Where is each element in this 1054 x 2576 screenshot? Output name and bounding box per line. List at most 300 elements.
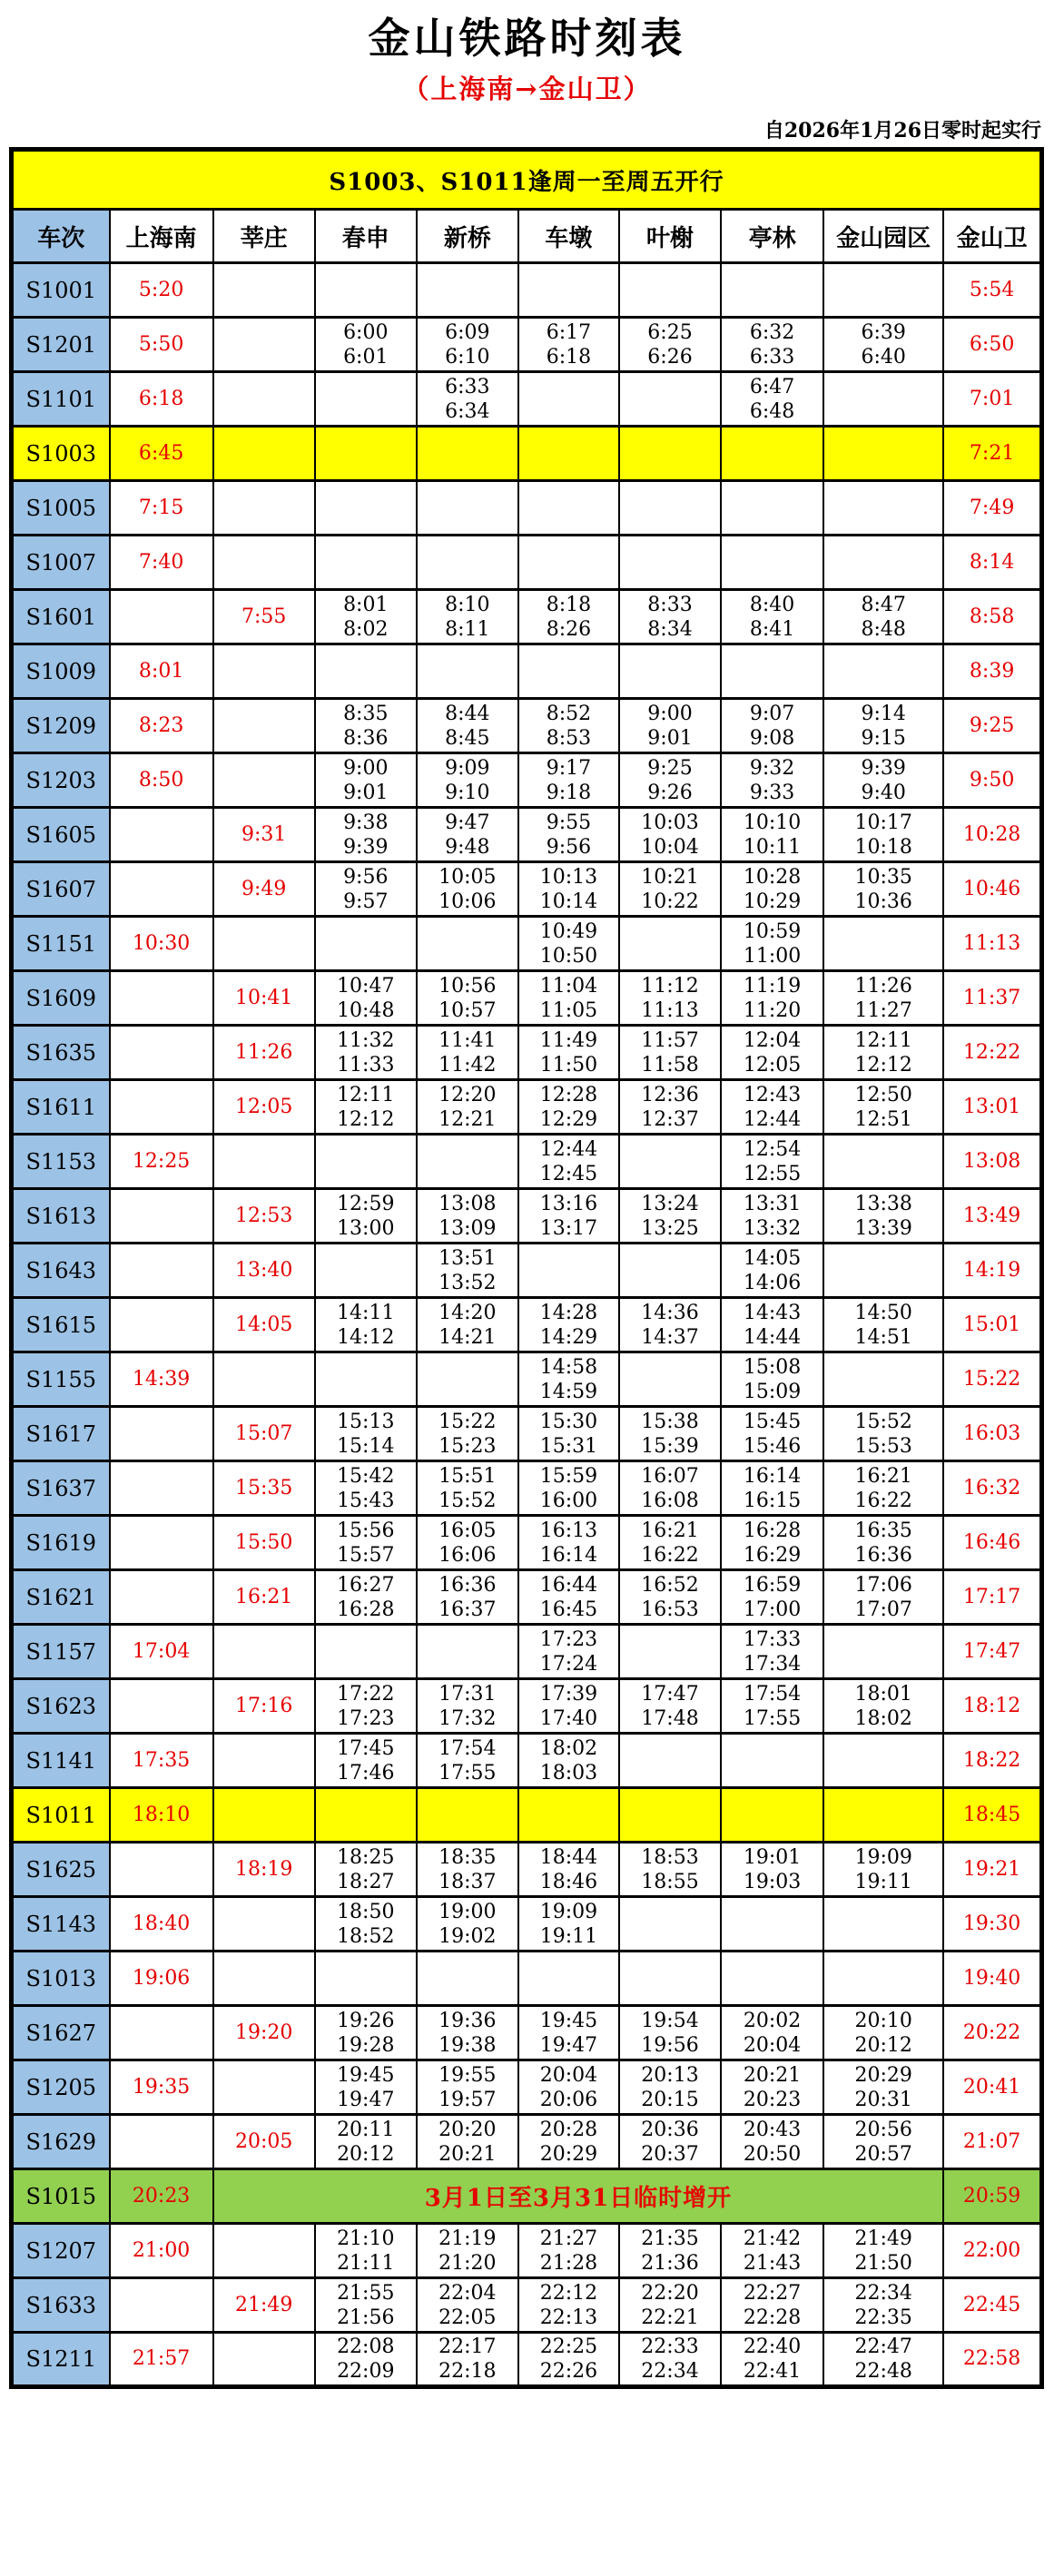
table-row-S1201 <box>12 318 1042 372</box>
time-cell: 11:12 11:13 <box>619 971 721 1026</box>
time-cell <box>823 1734 943 1788</box>
table-row-S1205 <box>12 2060 1042 2115</box>
time-cell <box>721 536 823 590</box>
time-cell <box>213 481 315 536</box>
time-cell: 6:39 6:40 <box>823 318 943 372</box>
time-cell <box>721 481 823 536</box>
time-cell: 6:00 6:01 <box>315 318 417 372</box>
time-cell <box>518 427 619 481</box>
time-cell: 20:23 <box>110 2169 213 2224</box>
time-cell <box>110 1080 213 1135</box>
timetable <box>9 147 1044 2389</box>
train-number-cell: S1643 <box>12 1244 110 1298</box>
time-cell: 21:55 21:56 <box>315 2278 417 2333</box>
time-cell: 7:49 <box>943 481 1041 536</box>
time-cell: 11:57 11:58 <box>619 1026 721 1080</box>
column-header-7: 亭林 <box>721 210 823 263</box>
time-cell <box>619 1897 721 1952</box>
time-cell: 20:05 <box>213 2115 315 2169</box>
time-cell: 13:08 <box>943 1135 1041 1189</box>
time-cell: 8:35 8:36 <box>315 699 417 753</box>
time-cell <box>619 1734 721 1788</box>
time-cell <box>213 699 315 753</box>
time-cell <box>721 427 823 481</box>
table-row-S1007 <box>12 536 1042 590</box>
time-cell <box>619 1135 721 1189</box>
time-cell: 13:01 <box>943 1080 1041 1135</box>
time-cell <box>110 2006 213 2060</box>
time-cell: 12:59 13:00 <box>315 1189 417 1244</box>
time-cell: 16:32 <box>943 1461 1041 1516</box>
time-cell: 20:28 20:29 <box>518 2115 619 2169</box>
time-cell: 14:58 14:59 <box>518 1352 619 1407</box>
time-cell: 8:47 8:48 <box>823 590 943 644</box>
time-cell: 12:25 <box>110 1135 213 1189</box>
time-cell: 8:18 8:26 <box>518 590 619 644</box>
time-cell <box>823 372 943 427</box>
time-cell: 18:12 <box>943 1679 1041 1734</box>
time-cell <box>823 1788 943 1843</box>
table-row-S1627 <box>12 2006 1042 2060</box>
time-cell: 5:20 <box>110 263 213 318</box>
time-cell: 12:04 12:05 <box>721 1026 823 1080</box>
time-cell: 9:39 9:40 <box>823 753 943 808</box>
table-row-S1621 <box>12 1570 1042 1625</box>
column-header-8: 金山园区 <box>823 210 943 263</box>
time-cell: 20:43 20:50 <box>721 2115 823 2169</box>
time-cell: 22:47 22:48 <box>823 2333 943 2387</box>
column-header-1: 上海南 <box>110 210 213 263</box>
time-cell: 19:00 19:02 <box>417 1897 518 1952</box>
time-cell: 10:59 11:00 <box>721 917 823 971</box>
time-cell <box>721 1952 823 2006</box>
time-cell <box>213 2060 315 2115</box>
time-cell <box>213 1734 315 1788</box>
column-header-9: 金山卫 <box>943 210 1041 263</box>
time-cell: 16:52 16:53 <box>619 1570 721 1625</box>
time-cell: 15:59 16:00 <box>518 1461 619 1516</box>
time-cell: 19:54 19:56 <box>619 2006 721 2060</box>
time-cell <box>619 372 721 427</box>
time-cell <box>619 917 721 971</box>
time-cell: 10:10 10:11 <box>721 808 823 862</box>
time-cell: 9:17 9:18 <box>518 753 619 808</box>
table-row-S1633 <box>12 2278 1042 2333</box>
time-cell: 10:21 10:22 <box>619 862 721 917</box>
time-cell <box>721 1788 823 1843</box>
time-cell: 12:50 12:51 <box>823 1080 943 1135</box>
train-number-cell: S1609 <box>12 971 110 1026</box>
time-cell <box>213 1788 315 1843</box>
time-cell: 5:54 <box>943 263 1041 318</box>
train-number-cell: S1607 <box>12 862 110 917</box>
time-cell <box>213 917 315 971</box>
time-cell: 16:36 16:37 <box>417 1570 518 1625</box>
time-cell <box>619 263 721 318</box>
time-cell: 7:15 <box>110 481 213 536</box>
time-cell: 11:37 <box>943 971 1041 1026</box>
time-cell <box>315 1135 417 1189</box>
train-number-cell: S1623 <box>12 1679 110 1734</box>
time-cell <box>213 2224 315 2278</box>
time-cell: 22:27 22:28 <box>721 2278 823 2333</box>
time-cell: 8:10 8:11 <box>417 590 518 644</box>
time-cell: 20:02 20:04 <box>721 2006 823 2060</box>
time-cell <box>619 1352 721 1407</box>
time-cell: 10:03 10:04 <box>619 808 721 862</box>
time-cell <box>721 263 823 318</box>
train-number-cell: S1011 <box>12 1788 110 1843</box>
time-cell: 19:30 <box>943 1897 1041 1952</box>
time-cell: 19:55 19:57 <box>417 2060 518 2115</box>
time-cell <box>213 318 315 372</box>
time-cell <box>110 1516 213 1570</box>
time-cell <box>213 2333 315 2387</box>
time-cell: 16:07 16:08 <box>619 1461 721 1516</box>
train-number-cell: S1005 <box>12 481 110 536</box>
time-cell: 13:51 13:52 <box>417 1244 518 1298</box>
time-cell: 12:20 12:21 <box>417 1080 518 1135</box>
time-cell: 11:19 11:20 <box>721 971 823 1026</box>
time-cell: 15:52 15:53 <box>823 1407 943 1461</box>
time-cell: 17:33 17:34 <box>721 1625 823 1679</box>
table-row-S1013 <box>12 1952 1042 2006</box>
table-row-S1623 <box>12 1679 1042 1734</box>
train-number-cell: S1613 <box>12 1189 110 1244</box>
table-row-S1609 <box>12 971 1042 1026</box>
time-cell: 19:36 19:38 <box>417 2006 518 2060</box>
time-cell: 16:21 <box>213 1570 315 1625</box>
time-cell: 18:19 <box>213 1843 315 1897</box>
effective-date-note: 自2026年1月26日零时起实行 <box>763 119 1041 143</box>
time-cell: 15:01 <box>943 1298 1041 1352</box>
time-cell: 16:21 16:22 <box>823 1461 943 1516</box>
time-cell <box>213 753 315 808</box>
time-cell <box>315 372 417 427</box>
time-cell <box>110 1026 213 1080</box>
banner-text: S1003、S1011逢周一至周五开行 <box>12 150 1042 210</box>
time-cell: 18:53 18:55 <box>619 1843 721 1897</box>
table-row-S1207 <box>12 2224 1042 2278</box>
time-cell: 21:10 21:11 <box>315 2224 417 2278</box>
time-cell: 20:10 20:12 <box>823 2006 943 2060</box>
page-title: 金山铁路时刻表 <box>368 14 686 63</box>
time-cell <box>619 481 721 536</box>
time-cell: 12:22 <box>943 1026 1041 1080</box>
time-cell: 9:32 9:33 <box>721 753 823 808</box>
time-cell: 9:38 9:39 <box>315 808 417 862</box>
time-cell <box>823 1897 943 1952</box>
table-row-S1143 <box>12 1897 1042 1952</box>
time-cell: 20:29 20:31 <box>823 2060 943 2115</box>
time-cell <box>315 1625 417 1679</box>
time-cell <box>619 1952 721 2006</box>
time-cell: 16:28 16:29 <box>721 1516 823 1570</box>
time-cell <box>110 1244 213 1298</box>
time-cell <box>823 263 943 318</box>
time-cell: 6:50 <box>943 318 1041 372</box>
time-cell: 17:04 <box>110 1625 213 1679</box>
table-row-S1009 <box>12 644 1042 699</box>
train-number-cell: S1629 <box>12 2115 110 2169</box>
time-cell: 20:21 20:23 <box>721 2060 823 2115</box>
time-cell: 16:35 16:36 <box>823 1516 943 1570</box>
train-number-cell: S1153 <box>12 1135 110 1189</box>
time-cell: 19:01 19:03 <box>721 1843 823 1897</box>
time-cell <box>110 971 213 1026</box>
time-cell <box>823 427 943 481</box>
time-cell: 18:50 18:52 <box>315 1897 417 1952</box>
time-cell: 8:39 <box>943 644 1041 699</box>
time-cell: 21:07 <box>943 2115 1041 2169</box>
time-cell: 15:50 <box>213 1516 315 1570</box>
header-row <box>12 210 1042 263</box>
train-number-cell: S1601 <box>12 590 110 644</box>
time-cell: 19:45 19:47 <box>315 2060 417 2115</box>
train-number-cell: S1207 <box>12 2224 110 2278</box>
table-row-S1209 <box>12 699 1042 753</box>
time-cell: 19:26 19:28 <box>315 2006 417 2060</box>
time-cell: 18:44 18:46 <box>518 1843 619 1897</box>
time-cell <box>619 536 721 590</box>
time-cell: 20:04 20:06 <box>518 2060 619 2115</box>
time-cell: 10:47 10:48 <box>315 971 417 1026</box>
time-cell: 6:47 6:48 <box>721 372 823 427</box>
train-number-cell: S1611 <box>12 1080 110 1135</box>
time-cell: 10:41 <box>213 971 315 1026</box>
time-cell <box>823 917 943 971</box>
time-cell: 6:17 6:18 <box>518 318 619 372</box>
time-cell <box>417 536 518 590</box>
time-cell: 22:25 22:26 <box>518 2333 619 2387</box>
time-cell <box>823 644 943 699</box>
train-number-cell: S1615 <box>12 1298 110 1352</box>
banner-row <box>12 150 1042 210</box>
train-number-cell: S1001 <box>12 263 110 318</box>
time-cell: 16:14 16:15 <box>721 1461 823 1516</box>
time-cell: 22:20 22:21 <box>619 2278 721 2333</box>
special-service-note: 3月1日至3月31日临时增开 <box>213 2169 944 2224</box>
time-cell: 20:59 <box>943 2169 1041 2224</box>
time-cell: 15:56 15:57 <box>315 1516 417 1570</box>
time-cell: 17:35 <box>110 1734 213 1788</box>
time-cell: 7:40 <box>110 536 213 590</box>
time-cell: 18:35 18:37 <box>417 1843 518 1897</box>
time-cell: 13:08 13:09 <box>417 1189 518 1244</box>
train-number-cell: S1013 <box>12 1952 110 2006</box>
time-cell: 22:00 <box>943 2224 1041 2278</box>
time-cell <box>213 644 315 699</box>
time-cell <box>213 1625 315 1679</box>
time-cell <box>417 644 518 699</box>
train-number-cell: S1633 <box>12 2278 110 2333</box>
column-header-4: 新桥 <box>417 210 518 263</box>
time-cell: 21:49 <box>213 2278 315 2333</box>
time-cell <box>315 1352 417 1407</box>
time-cell: 11:32 11:33 <box>315 1026 417 1080</box>
table-row-S1625 <box>12 1843 1042 1897</box>
time-cell: 16:21 16:22 <box>619 1516 721 1570</box>
time-cell: 17:22 17:23 <box>315 1679 417 1734</box>
train-number-cell: S1143 <box>12 1897 110 1952</box>
time-cell: 10:17 10:18 <box>823 808 943 862</box>
time-cell: 22:33 22:34 <box>619 2333 721 2387</box>
train-number-cell: S1101 <box>12 372 110 427</box>
timetable-poster <box>0 5 1054 2389</box>
time-cell: 6:09 6:10 <box>417 318 518 372</box>
time-cell: 11:26 <box>213 1026 315 1080</box>
train-number-cell: S1157 <box>12 1625 110 1679</box>
table-row-S1619 <box>12 1516 1042 1570</box>
time-cell <box>721 1897 823 1952</box>
table-row-S1003 <box>12 427 1042 481</box>
table-row-S1157 <box>12 1625 1042 1679</box>
time-cell <box>619 1625 721 1679</box>
table-row-S1605 <box>12 808 1042 862</box>
time-cell: 13:24 13:25 <box>619 1189 721 1244</box>
time-cell <box>823 1625 943 1679</box>
time-cell: 8:01 8:02 <box>315 590 417 644</box>
time-cell <box>110 590 213 644</box>
table-row-S1643 <box>12 1244 1042 1298</box>
column-header-2: 莘庄 <box>213 210 315 263</box>
table-row-S1635 <box>12 1026 1042 1080</box>
time-cell <box>518 1244 619 1298</box>
time-cell: 8:01 <box>110 644 213 699</box>
time-cell: 16:13 16:14 <box>518 1516 619 1570</box>
time-cell: 14:11 14:12 <box>315 1298 417 1352</box>
time-cell: 6:32 6:33 <box>721 318 823 372</box>
time-cell: 16:44 16:45 <box>518 1570 619 1625</box>
table-row-S1211 <box>12 2333 1042 2387</box>
time-cell: 11:26 11:27 <box>823 971 943 1026</box>
time-cell <box>315 427 417 481</box>
train-number-cell: S1201 <box>12 318 110 372</box>
time-cell: 6:45 <box>110 427 213 481</box>
time-cell: 12:28 12:29 <box>518 1080 619 1135</box>
table-row-S1005 <box>12 481 1042 536</box>
time-cell <box>213 1352 315 1407</box>
time-cell: 15:45 15:46 <box>721 1407 823 1461</box>
time-cell <box>110 1189 213 1244</box>
time-cell: 6:25 6:26 <box>619 318 721 372</box>
time-cell <box>619 644 721 699</box>
time-cell <box>213 263 315 318</box>
time-cell <box>110 1843 213 1897</box>
time-cell: 5:50 <box>110 318 213 372</box>
time-cell <box>315 1244 417 1298</box>
time-cell: 16:46 <box>943 1516 1041 1570</box>
train-number-cell: S1635 <box>12 1026 110 1080</box>
table-row-S1141 <box>12 1734 1042 1788</box>
train-number-cell: S1209 <box>12 699 110 753</box>
time-cell: 19:40 <box>943 1952 1041 2006</box>
time-cell: 18:40 <box>110 1897 213 1952</box>
train-number-cell: S1155 <box>12 1352 110 1407</box>
time-cell: 12:36 12:37 <box>619 1080 721 1135</box>
time-cell: 17:47 <box>943 1625 1041 1679</box>
time-cell: 20:41 <box>943 2060 1041 2115</box>
time-cell: 12:11 12:12 <box>823 1026 943 1080</box>
time-cell: 8:40 8:41 <box>721 590 823 644</box>
time-cell: 7:55 <box>213 590 315 644</box>
train-number-cell: S1605 <box>12 808 110 862</box>
time-cell: 8:58 <box>943 590 1041 644</box>
time-cell: 20:20 20:21 <box>417 2115 518 2169</box>
train-number-cell: S1617 <box>12 1407 110 1461</box>
train-number-cell: S1625 <box>12 1843 110 1897</box>
time-cell: 18:22 <box>943 1734 1041 1788</box>
time-cell: 15:51 15:52 <box>417 1461 518 1516</box>
train-number-cell: S1003 <box>12 427 110 481</box>
table-row-S1151 <box>12 917 1042 971</box>
time-cell: 18:02 18:03 <box>518 1734 619 1788</box>
column-header-5: 车墩 <box>518 210 619 263</box>
time-cell <box>518 536 619 590</box>
column-header-3: 春申 <box>315 210 417 263</box>
time-cell: 15:30 15:31 <box>518 1407 619 1461</box>
time-cell: 16:05 16:06 <box>417 1516 518 1570</box>
time-cell <box>417 1625 518 1679</box>
time-cell <box>417 1788 518 1843</box>
table-row-S1101 <box>12 372 1042 427</box>
time-cell: 14:19 <box>943 1244 1041 1298</box>
time-cell <box>213 372 315 427</box>
time-cell <box>823 1244 943 1298</box>
time-cell <box>110 1570 213 1625</box>
time-cell: 19:09 19:11 <box>823 1843 943 1897</box>
time-cell <box>315 1952 417 2006</box>
time-cell: 14:50 14:51 <box>823 1298 943 1352</box>
time-cell <box>110 1679 213 1734</box>
time-cell: 10:46 <box>943 862 1041 917</box>
time-cell: 14:36 14:37 <box>619 1298 721 1352</box>
table-row-S1611 <box>12 1080 1042 1135</box>
time-cell: 22:45 <box>943 2278 1041 2333</box>
time-cell: 21:19 21:20 <box>417 2224 518 2278</box>
time-cell <box>315 644 417 699</box>
time-cell <box>721 644 823 699</box>
time-cell: 15:42 15:43 <box>315 1461 417 1516</box>
time-cell <box>110 1461 213 1516</box>
table-row-S1011 <box>12 1788 1042 1843</box>
time-cell <box>518 481 619 536</box>
time-cell <box>417 1135 518 1189</box>
time-cell: 20:13 20:15 <box>619 2060 721 2115</box>
time-cell <box>213 536 315 590</box>
time-cell: 15:13 15:14 <box>315 1407 417 1461</box>
time-cell: 21:49 21:50 <box>823 2224 943 2278</box>
time-cell: 15:22 <box>943 1352 1041 1407</box>
time-cell: 14:28 14:29 <box>518 1298 619 1352</box>
time-cell: 17:45 17:46 <box>315 1734 417 1788</box>
time-cell <box>417 1952 518 2006</box>
train-number-cell: S1203 <box>12 753 110 808</box>
time-cell: 13:16 13:17 <box>518 1189 619 1244</box>
time-cell: 22:12 22:13 <box>518 2278 619 2333</box>
time-cell: 21:27 21:28 <box>518 2224 619 2278</box>
table-row-S1001 <box>12 263 1042 318</box>
time-cell: 10:30 <box>110 917 213 971</box>
time-cell: 19:09 19:11 <box>518 1897 619 1952</box>
time-cell <box>110 2115 213 2169</box>
time-cell: 13:31 13:32 <box>721 1189 823 1244</box>
time-cell: 12:05 <box>213 1080 315 1135</box>
time-cell: 9:25 <box>943 699 1041 753</box>
time-cell <box>110 862 213 917</box>
time-cell: 9:31 <box>213 808 315 862</box>
time-cell <box>417 1352 518 1407</box>
